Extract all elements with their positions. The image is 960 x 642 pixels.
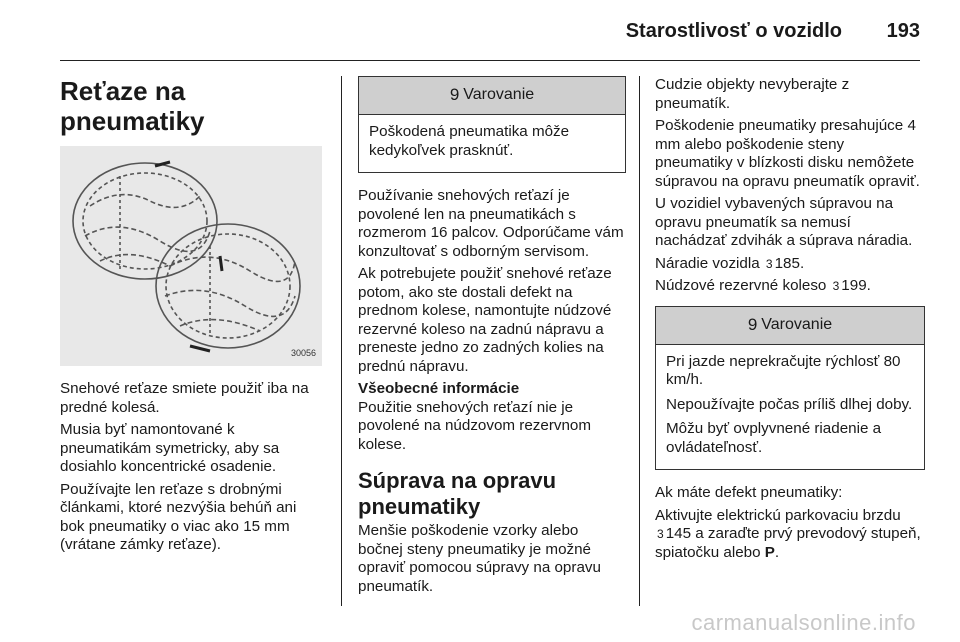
paragraph: Ak potrebujete použiť snehové reťaze potom, ako ste dostali defekt na prednom kolese, namontujte núdzové rezervné koleso na zadnú nápravu a preneste jedno zo zadných kolies na prednú nápravu.: [358, 265, 612, 375]
warning-box: [358, 76, 626, 173]
warning-header: [656, 307, 924, 345]
reference-page[interactable]: 199.: [841, 277, 871, 294]
reference-text: Núdzové rezervné koleso: [655, 277, 827, 294]
paragraph: Menšie poškodenie vzorky alebo bočnej steny pneumatiky je možné opraviť pomocou súpravy na opravu pneumatík.: [358, 522, 601, 595]
column-3: [655, 76, 925, 566]
reference-arrow-icon: 3: [657, 527, 664, 541]
watermark: carmanualsonline.info: [691, 610, 916, 635]
warning-title: Varovanie: [463, 86, 535, 104]
section-heading: Reťaze na pneumatiky: [60, 76, 205, 136]
warning-body: [656, 345, 924, 470]
warning-icon: 9: [449, 85, 460, 105]
paragraph: Musia byť namontované k pneumatikám symetricky, aby sa dosiahlo koncentrické osadenie.: [60, 421, 280, 475]
warning-text: Pri jazde neprekračujte rýchlosť 80 km/h.: [666, 352, 901, 388]
column-divider-2: [639, 76, 640, 606]
reference-page[interactable]: 185.: [774, 254, 805, 272]
text-span: a zaraďte prvý prevodový stupeň, spiatočku alebo: [655, 525, 921, 561]
warning-header: [359, 77, 625, 115]
cross-reference: [655, 255, 925, 274]
text-span: Aktivujte elektrickú parkovaciu brzdu: [655, 506, 901, 524]
paragraph: U vozidiel vybavených súpravou na opravu pneumatík sa nemusí nachádzať zdvihák a súprava náradia.: [655, 195, 913, 249]
page-number: 193: [886, 20, 920, 42]
warning-icon: 9: [747, 314, 758, 334]
reference-arrow-icon: 3: [765, 256, 773, 271]
section-heading-2: Súprava na opravu pneumatiky: [358, 468, 557, 519]
paragraph: [655, 507, 925, 563]
column-2: [358, 76, 626, 600]
paragraph: Cudzie objekty nevyberajte z pneumatík.: [655, 76, 850, 112]
snow-chains-illustration: [60, 146, 322, 366]
header-title: Starostlivosť o vozidlo: [625, 20, 842, 42]
page-header: [0, 14, 960, 54]
paragraph: Poškodenie pneumatiky presahujúce 4 mm alebo poškodenie steny pneumatiky v blízkosti disku nemôžete súpravou na opravu pneumatík opraviť.: [655, 117, 920, 190]
warning-text: Poškodená pneumatika môže kedykoľvek prasknúť.: [369, 123, 570, 159]
warning-text: Môžu byť ovplyvnené riadenie a ovládateľnosť.: [666, 420, 882, 456]
warning-text: Nepoužívajte počas príliš dlhej doby.: [666, 395, 913, 413]
warning-body: [359, 115, 625, 172]
gear-label: P: [764, 543, 775, 561]
text-span: .: [774, 543, 780, 561]
snow-chain-image: [60, 146, 322, 366]
reference-text: Náradie vozidla: [655, 254, 760, 272]
warning-box-2: [655, 306, 925, 471]
cross-reference: [655, 277, 925, 296]
reference-arrow-icon: 3: [832, 279, 840, 293]
paragraph: Použitie snehových reťazí nie je povolené na núdzovom rezervnom kolese.: [358, 398, 592, 453]
header-rule: [60, 60, 920, 61]
paragraph: Používajte len reťaze s drobnými článkami, ktoré nezvýšia behúň ani bok pneumatiky o viac ako 15 mm (vrátane zámky reťaze).: [60, 480, 297, 553]
paragraph: Snehové reťaze smiete použiť iba na predné kolesá.: [60, 380, 309, 416]
column-1: [60, 76, 325, 559]
paragraph: Ak máte defekt pneumatiky:: [655, 484, 843, 501]
column-divider-1: [341, 76, 342, 606]
subheading: Všeobecné informácie: [358, 380, 520, 397]
warning-title: Varovanie: [761, 315, 833, 333]
figure-code: 30056: [290, 347, 316, 358]
reference-page[interactable]: 145: [665, 525, 692, 542]
paragraph: Používanie snehových reťazí je povolené len na pneumatikách s rozmerom 16 palcov. Odporúčame vám konzultovať s odborným servisom.: [358, 187, 624, 260]
